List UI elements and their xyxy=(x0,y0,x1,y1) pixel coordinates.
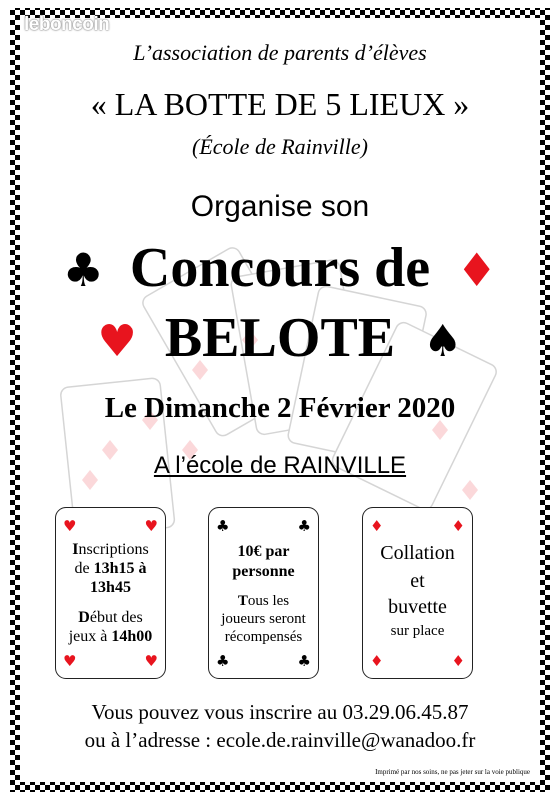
title-text-2: BELOTE xyxy=(164,307,396,369)
diamond-icon: ♦ xyxy=(451,652,465,670)
refreshment-line-2: et xyxy=(410,570,425,592)
refreshment-line-4: sur place xyxy=(390,623,445,639)
diamond-icon: ♦ xyxy=(370,517,384,535)
registration-line-2: de 13h15 à xyxy=(74,560,147,577)
club-icon: ♣ xyxy=(216,517,230,535)
association-name: « LA BOTTE DE 5 LIEUX » xyxy=(90,86,470,122)
start-line-2: jeux à 14h00 xyxy=(68,628,153,645)
heart-icon: ♥ xyxy=(144,517,158,535)
info-card-price xyxy=(208,507,319,679)
price-line-1: 10€ par xyxy=(237,543,290,560)
title-line-1 xyxy=(0,236,560,300)
diamond-icon: ♦ xyxy=(451,517,465,535)
club-icon: ♣ xyxy=(62,243,104,297)
info-card-registration xyxy=(55,507,166,679)
heart-icon: ♥ xyxy=(63,517,77,535)
club-icon: ♣ xyxy=(216,652,230,670)
reward-line-3: récompensés xyxy=(224,629,303,645)
diamond-icon: ♦ xyxy=(370,652,384,670)
heart-icon: ♥ xyxy=(63,652,77,670)
club-icon: ♣ xyxy=(297,652,311,670)
fine-print: Imprimé par nos soins, ne pas jeter sur la voie publique xyxy=(375,768,530,776)
refreshment-line-1: Collation xyxy=(380,542,455,564)
club-icon: ♣ xyxy=(297,517,311,535)
registration-line-1: Inscriptions xyxy=(72,541,149,558)
title-text-1: Concours de xyxy=(129,237,431,299)
event-date: Le Dimanche 2 Février 2020 xyxy=(104,392,456,424)
reward-line-1: Tous les xyxy=(237,593,290,609)
event-location-text: A l’école de RAINVILLE xyxy=(153,452,407,479)
organise-line: Organise son xyxy=(190,190,370,223)
title-line-2 xyxy=(0,306,560,370)
contact-email: ou à l’adresse : ecole.de.rainville@wanadoo.fr xyxy=(84,728,476,752)
start-line-1: Début des xyxy=(78,609,143,626)
heart-icon: ♥ xyxy=(144,652,158,670)
registration-line-3: 13h45 xyxy=(90,579,131,596)
association-line: L’association de parents d’élèves xyxy=(133,40,427,65)
contact-phone: Vous pouvez vous inscrire au 03.29.06.45.87 xyxy=(91,700,469,724)
event-location xyxy=(0,452,560,480)
heart-icon: ♥ xyxy=(97,316,137,367)
diamond-icon: ♦ xyxy=(456,243,498,297)
reward-line-2: joueurs seront xyxy=(221,611,306,627)
school-name: (École de Rainville) xyxy=(192,134,368,159)
price-line-2: personne xyxy=(232,563,295,580)
leboncoin-watermark: leboncoin xyxy=(24,14,110,35)
spade-icon: ♠ xyxy=(423,316,463,367)
info-card-refreshments xyxy=(362,507,473,679)
refreshment-line-3: buvette xyxy=(388,596,447,618)
